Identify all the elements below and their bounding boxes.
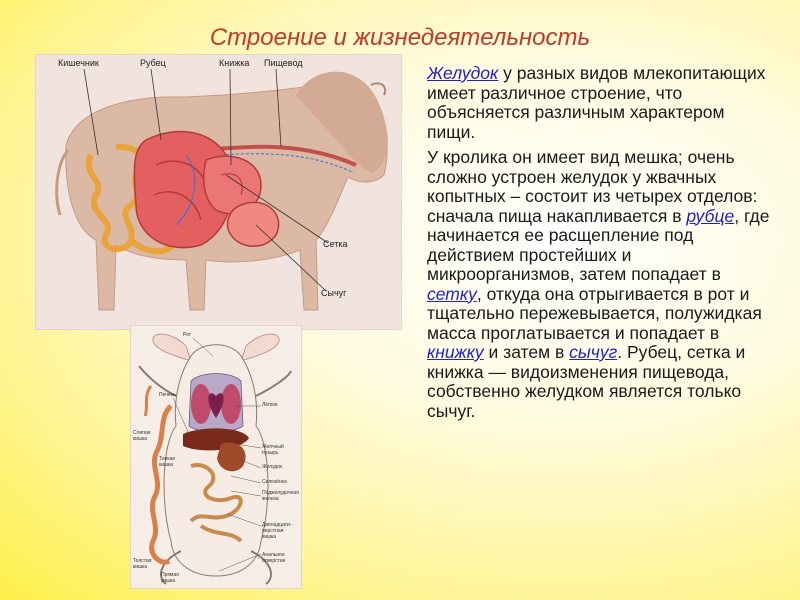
slide-title: Строение и жизнедеятельность: [209, 24, 591, 51]
paragraph-2-segment-4: и затем в: [483, 342, 570, 362]
rabbit-illustration: [131, 326, 301, 588]
label-cecum: Слепая кишка: [133, 430, 151, 442]
paragraph-2-segment-2: , где начинается ее расщепление под действием простейших и микроорганизмов, затем попадает в: [427, 205, 770, 284]
body-text: [427, 64, 777, 427]
label-gallbladder: Желчный пузырь: [262, 444, 284, 456]
label-esophagus: Пищевод: [264, 58, 303, 68]
term-stomach: Желудок: [427, 63, 499, 83]
label-abomasum: Сычуг: [321, 288, 347, 298]
label-mouth: Рот: [183, 332, 192, 338]
label-spleen: Селезёнка: [262, 479, 287, 485]
label-large-intestine: Толстая кишка: [133, 558, 152, 570]
paragraph-ruminant-stomach: [427, 148, 777, 421]
paragraph-1-text: у разных видов млекопитающих имеет различное строение, что объясняется различным характером пищи.: [427, 63, 766, 142]
paragraph-2-segment-3: , откуда она отрыгивается в рот и тщательно пережевывается, полужидкая масса проглатывается и попадает в: [427, 283, 762, 343]
rabbit-anatomy-figure: [130, 325, 302, 589]
label-intestine: Кишечник: [58, 58, 99, 68]
paragraph-2-segment-1: У кролика он имеет вид мешка; очень сложно устроен желудок у жвачных копытных – состоит из четырех отделов: сначала пища накапливается в: [427, 147, 758, 226]
term-rumen: рубце: [686, 205, 735, 226]
paragraph-2-segment-5: . Рубец, сетка и книжка — видоизменения пищевода, собственно желудком является только сычуг.: [427, 342, 746, 421]
label-rectum: Прямая кишка: [161, 572, 179, 584]
label-rumen: Рубец: [140, 58, 166, 68]
term-abomasum: сычуг: [569, 342, 618, 362]
term-omasum: книжку: [427, 342, 484, 362]
label-liver: Печень: [159, 392, 176, 398]
label-omasum: Книжка: [219, 58, 250, 68]
label-lung: Лёгкое: [262, 402, 278, 408]
paragraph-stomach-intro: [427, 64, 777, 142]
term-reticulum: сетку: [427, 283, 477, 304]
label-pancreas: Поджелудочная железа: [262, 490, 299, 502]
label-stomach: Желудок: [262, 464, 283, 470]
label-anus: Анальное отверстие: [262, 552, 286, 564]
label-small-intestine: Тонкая кишка: [159, 456, 175, 468]
bison-digestive-figure: [35, 54, 402, 330]
label-reticulum: Сетка: [323, 239, 348, 249]
label-duodenum: Двенадцати-перстная кишка: [262, 522, 292, 540]
